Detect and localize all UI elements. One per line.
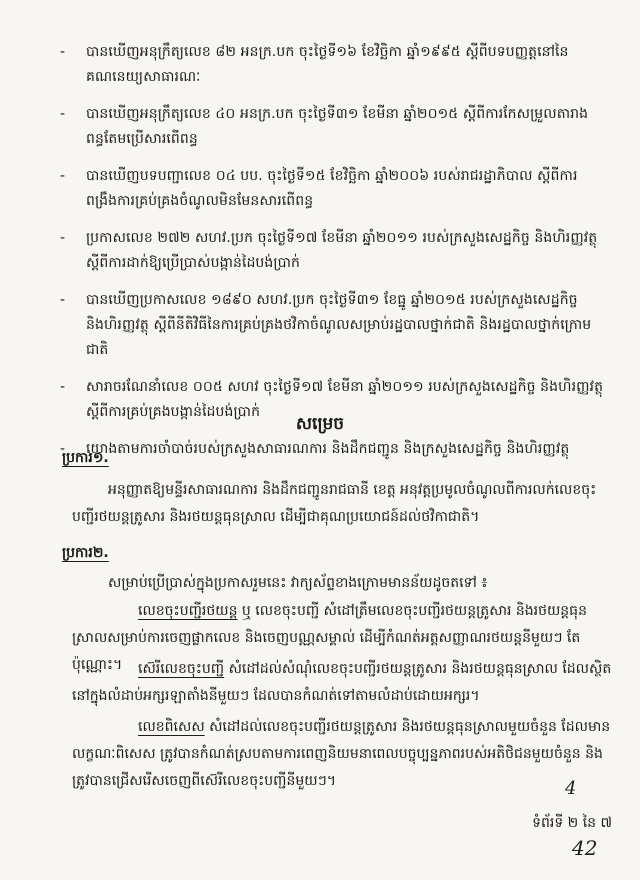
preamble-item: - បានឃើញបទបញ្ជាលេខ ០៤ បប. ចុះថ្ងៃទី១៥ ខែវិច្ឆិកា ឆ្នាំ២០០៦ របស់រាជរដ្ឋាភិបាល ស្តីពីការពង្រឹងការគ្រប់គ្រងចំណូលមិនមែនសារពើពន្ធ — [60, 164, 605, 214]
preamble-item-text: យោងតាមការចាំបាច់របស់ក្រសួងសាធារណការ និងដឹកជញ្ជូន និងក្រសួងសេដ្ឋកិច្ច និងហិរញ្ញវត្ថុ — [86, 441, 570, 457]
preamble-item-text: ប្រកាសលេខ ២៧២ សហវ.ប្រក ចុះថ្ងៃទី១៧ ខែមីនា ឆ្នាំ២០១១ របស់ក្រសួងសេដ្ឋកិច្ច និងហិរញ្ញវត្ថុ ស្តីពីការដាក់ឱ្យប្រើប្រាស់បង្កាន់ដៃបង់ប្រាក់ — [86, 230, 598, 271]
page-number: ទំព័រទី ២ នៃ ៧ — [532, 815, 612, 831]
preamble-item: - សារាចរណែនាំលេខ ០០៥ សហវ ចុះថ្ងៃទី១៧ ខែមីនា ឆ្នាំ២០១១ របស់ក្រសួងសេដ្ឋកិច្ច និងហិរញ្ញវត្ថុ ស្តីពីការគ្រប់គ្រងបង្កាន់ដៃបង់ប្រាក់ — [60, 375, 605, 425]
definition-term: ស៊េរីលេខចុះបញ្ជី — [138, 661, 225, 677]
article-2-label: ប្រការ២. — [62, 545, 109, 561]
preamble-item-text: បានឃើញបទបញ្ជាលេខ ០៤ បប. ចុះថ្ងៃទី១៥ ខែវិច្ឆិកា ឆ្នាំ២០០៦ របស់រាជរដ្ឋាភិបាល ស្តីពីការពង្រឹងការគ្រប់គ្រងចំណូលមិនមែនសារពើពន្ធ — [86, 168, 578, 209]
article-1-text: អនុញ្ញាតឱ្យមន្ទីរសាធារណការ និងដឹកជញ្ជូនរាជធានី ខេត្ត អនុវត្តប្រមូលចំណូលពីការលក់លេខចុះបញ្ជីរថយន្តត្រូសារ និងរថយន្តធុនស្រាល ដើម្បីជាគុណប្រយោជន៍ដល់ថវិកាជាតិ។ — [72, 482, 597, 525]
definition-term: លេខពិសេស — [138, 719, 205, 735]
preamble-item-text: សារាចរណែនាំលេខ ០០៥ សហវ ចុះថ្ងៃទី១៧ ខែមីនា ឆ្នាំ២០១១ របស់ក្រសួងសេដ្ឋកិច្ច និងហិរញ្ញវត្ថុ ស្តីពីការគ្រប់គ្រងបង្កាន់ដៃបង់ប្រាក់ — [86, 379, 604, 420]
preamble-list — [60, 40, 605, 474]
article-2-intro: សម្រាប់ប្រើប្រាស់ក្នុងប្រកាសរួមនេះ វាក្យស័ព្ទខាងក្រោមមានន័យដូចតទៅ ៖ — [108, 575, 488, 591]
preamble-item: - ប្រកាសលេខ ២៧២ សហវ.ប្រក ចុះថ្ងៃទី១៧ ខែមីនា ឆ្នាំ២០១១ របស់ក្រសួងសេដ្ឋកិច្ច និងហិរញ្ញវត្ថុ ស្តីពីការដាក់ឱ្យប្រើប្រាស់បង្កាន់ដៃបង់ប្រាក់ — [60, 226, 605, 276]
preamble-item: - បានឃើញអនុក្រឹត្យលេខ ៨២ អនក្រ.បក ចុះថ្ងៃទី១៦ ខែវិច្ឆិកា ឆ្នាំ១៩៩៥ ស្តីពីបទបញ្ញត្តនៅនៃគណនេយ្យសាធារណៈ — [60, 40, 605, 90]
preamble-item-text: បានឃើញអនុក្រឹត្យលេខ ៨២ អនក្រ.បក ចុះថ្ងៃទី១៦ ខែវិច្ឆិកា ឆ្នាំ១៩៩៥ ស្តីពីបទបញ្ញត្តនៅនៃគណនេយ្យសាធារណៈ — [86, 44, 569, 85]
preamble-item-text: បានឃើញអនុក្រឹត្យលេខ ៤០ អនក្រ.បក ចុះថ្ងៃទី៣១ ខែមីនា ឆ្នាំ២០១៥ ស្តីពីការកែសម្រួលតារាងពន្ធតែមប្រើសារពើពន្ធ — [86, 106, 589, 147]
preamble-item-text: បានឃើញប្រកាសលេខ ១៨៩០ សហវ.ប្រក ចុះថ្ងៃទី៣១ ខែធ្នូ ឆ្នាំ២០១៥ របស់ក្រសួងសេដ្ឋកិច្ច និងហិរញ្ញវត្ថុ ស្តីពីនីតិវិធីនៃការគ្រប់គ្រងថវិកាចំណូលសម្រាប់រដ្ឋបាលថ្នាក់ជាតិ និងរដ្ឋបាលថ្នាក់ក្រោមជាតិ — [86, 292, 592, 358]
definition-text: ឬ លេខចុះបញ្ជី សំដៅត្រឹមលេខចុះបញ្ជីរថយន្តត្រូសារ និងរថយន្តធុនស្រាលសម្រាប់ការចេញផ្លាកលេខ និងចេញបណ្ណសម្គាល់ ដើម្បីកំណត់អត្តសញ្ញាណរថយន្តនីមួយៗ តែប៉ុណ្ណោះ។ — [72, 603, 587, 673]
preamble-item: - បានឃើញប្រកាសលេខ ១៨៩០ សហវ.ប្រក ចុះថ្ងៃទី៣១ ខែធ្នូ ឆ្នាំ២០១៥ របស់ក្រសួងសេដ្ឋកិច្ច និងហិរញ្ញវត្ថុ ស្តីពីនីតិវិធីនៃការគ្រប់គ្រងថវិកាចំណូលសម្រាប់រដ្ឋបាលថ្នាក់ជាតិ និងរដ្ឋបាលថ្នាក់ក្រោមជាតិ — [60, 288, 605, 363]
definition-special-number — [72, 714, 617, 795]
preamble-item: - យោងតាមការចាំបាច់របស់ក្រសួងសាធារណការ និងដឹកជញ្ជូន និងក្រសួងសេដ្ឋកិច្ច និងហិរញ្ញវត្ថុ — [60, 437, 605, 462]
definition-text: សំដៅដល់លេខចុះបញ្ជីរថយន្តត្រូសារ និងរថយន្តធុនស្រាលមួយចំនួន ដែលមានលក្ខណៈពិសេស ត្រូវបានកំណត់ស្របតាមការពេញនិយមនាពេលបច្ចុប្បន្នភាពរបស់អតិថិជនមួយចំនួន និងត្រូវបានជ្រើសរើសចេញពីស៊េរីលេខចុះបញ្ជីនីមួយៗ។ — [72, 719, 611, 789]
definition-text: សំដៅដល់សំណុំលេខចុះបញ្ជីរថយន្តត្រូសារ និងរថយន្តធុនស្រាល ដែលស្ថិតនៅក្នុងលំដាប់អក្សរឡាតាំងនីមួយៗ ដែលបានកំណត់ទៅតាមលំដាប់ដោយអក្សរ។ — [72, 661, 612, 704]
decision-heading: សម្រេច — [295, 414, 345, 434]
article-1-label: ប្រការ១. — [62, 450, 109, 466]
handwritten-page-mark: 42 — [572, 836, 598, 860]
definition-number-series — [72, 656, 617, 710]
preamble-item: - បានឃើញអនុក្រឹត្យលេខ ៤០ អនក្រ.បក ចុះថ្ងៃទី៣១ ខែមីនា ឆ្នាំ២០១៥ ស្តីពីការកែសម្រួលតារាងពន្ធតែមប្រើសារពើពន្ធ — [60, 102, 605, 152]
definition-term: លេខចុះបញ្ជីរថយន្ត — [138, 603, 238, 619]
handwritten-initial: 4 — [565, 778, 577, 799]
